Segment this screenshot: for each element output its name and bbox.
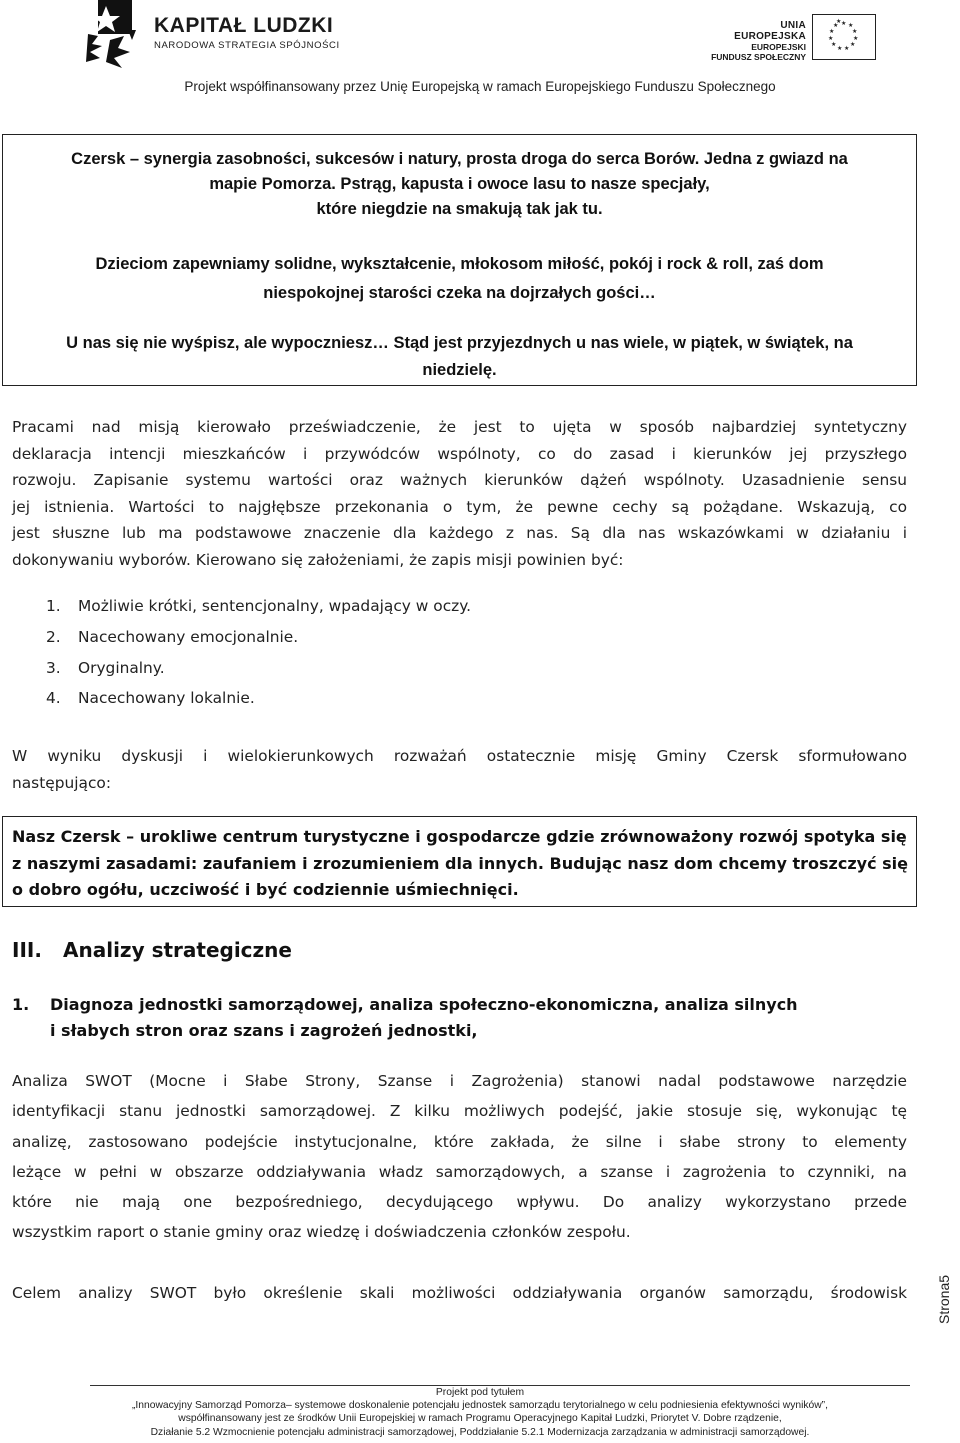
svg-text:★: ★ xyxy=(831,41,837,48)
paragraph-line: następująco: xyxy=(12,773,112,792)
mission-line-2: z naszymi zasadami: zaufaniem i zrozumieniem dla innych. Budując nasz dom chcemy troszczyć się xyxy=(12,854,908,873)
footer-line-2: „Innowacyjny Samorząd Pomorza– systemowe doskonalenie potencjału jednostek samorządu terytorialnego w celu podniesienia efektywności wyników”, xyxy=(132,1400,828,1411)
subsection-number: 1. xyxy=(12,995,30,1014)
discussion-paragraph xyxy=(12,743,907,796)
eu-flag-icon xyxy=(812,14,876,60)
svg-text:★: ★ xyxy=(833,22,839,29)
list-item: 4. Nacechowany lokalnie. xyxy=(46,689,255,707)
mission-line-1: Nasz Czersk – urokliwe centrum turystyczne i gospodarcze gdzie zrównoważony rozwój spotyka się xyxy=(12,827,907,846)
list-item: 2. Nacechowany emocjonalnie. xyxy=(46,628,299,646)
svg-text:★: ★ xyxy=(829,28,835,35)
paragraph-line: Analiza SWOT (Mocne i Słabe Strony, Szanse i Zagrożenia) stanowi nadal podstawowe narzędzie xyxy=(12,1072,907,1090)
vision-line-1: Czersk – synergia zasobności, sukcesów i natury, prosta droga do serca Borów. Jedna z gwiazd na xyxy=(71,150,848,168)
footer-line-4: Działanie 5.2 Wzmocnienie potencjału administracji samorządowej, Poddziałanie 5.2.1 Modernizacja zarządzania w administracji samorządowej. xyxy=(150,1427,810,1438)
svg-text:★: ★ xyxy=(853,35,859,42)
eu-logo xyxy=(706,14,886,64)
swot-paragraph xyxy=(12,1066,907,1248)
vision-box xyxy=(2,134,917,386)
paragraph-line: deklaracja intencji mieszkańców i przywódców wspólnoty, co do zasad i kierunków jej przyszłego xyxy=(12,444,907,463)
paragraph-line: wszystkim raport o stanie gminy oraz wiedzę i doświadczenia członków zespołu. xyxy=(12,1223,631,1242)
vision-line-2: mapie Pomorza. Pstrąg, kapusta i owoce lasu to nasze specjały, xyxy=(209,175,710,193)
kapital-ludzki-logo xyxy=(84,0,344,72)
footer-line-3: współfinansowany jest ze środków Unii Europejskiej w ramach Programu Operacyjnego Kapitał Ludzki, Priorytet V. Dobre rządzenie, xyxy=(178,1413,782,1424)
vision-line-4: Dzieciom zapewniamy solidne, wykształcenie, młokosom miłość, pokój i rock & roll, zaś dom xyxy=(95,255,824,273)
paragraph-line: Pracami nad misją kierowało przeświadczenie, że jest to ujęta w sposób najbardziej syntetyczny xyxy=(12,418,907,436)
logo-subtitle: NARODOWA STRATEGIA SPÓJNOŚCI xyxy=(154,40,340,51)
page-number-label: Strona5 xyxy=(936,1274,952,1324)
list-item: 3. Oryginalny. xyxy=(46,659,165,677)
paragraph-line: leżące w pełni w obszarze oddziaływania władz samorządowych, a szanse i zagrożenia to czynniki, na xyxy=(12,1162,907,1181)
eu-line-3: FUNDUSZ SPOŁECZNY xyxy=(711,52,806,62)
svg-text:★: ★ xyxy=(836,18,842,25)
svg-text:★: ★ xyxy=(828,35,834,42)
paragraph-line: Celem analizy SWOT było określenie skali możliwości oddziaływania organów samorządu, środowisk xyxy=(12,1284,907,1302)
subsection-title-line-1: Diagnoza jednostki samorządowej, analiza społeczno-ekonomiczna, analiza silnych xyxy=(50,995,798,1014)
vision-line-3: które niegdzie na smakują tak jak tu. xyxy=(316,200,603,218)
vision-line-7: niedzielę. xyxy=(422,361,497,379)
paragraph-line: rozwoju. Zapisanie systemu wartości oraz ważnych kierunków dążeń wspólnoty. Uzasadnienie sensu xyxy=(12,471,907,489)
paragraph-line: jest słuszne lub ma podstawowe znaczenie dla każdego z nas. Są dla nas wskazówkami w działaniu i xyxy=(12,524,907,542)
svg-text:★: ★ xyxy=(841,20,847,27)
paragraph-line: identyfikacji stanu jednostki samorządowej. Z kilku możliwych podejść, jakie stosuje się, wykonując tę xyxy=(12,1102,907,1121)
svg-text:★: ★ xyxy=(837,45,843,52)
vision-line-5: niespokojnej starości czeka na dojrzałych gości… xyxy=(263,284,656,302)
paragraph-line: W wyniku dyskusji i wielokierunkowych rozważań ostatecznie misję Gminy Czersk sformułowano xyxy=(12,747,907,765)
section-title: Analizy strategiczne xyxy=(63,938,292,962)
eu-line-1: UNIA EUROPEJSKA xyxy=(734,20,806,42)
svg-text:★: ★ xyxy=(850,41,856,48)
paragraph-line: jej istnienia. Wartości to najgłębsze przekonania o tym, że pewne cechy są pożądane. Wskazują, co xyxy=(12,497,907,516)
mission-paragraph xyxy=(12,414,907,573)
section-number: III. xyxy=(12,938,42,962)
svg-text:★: ★ xyxy=(852,28,858,35)
paragraph-line: które nie mają one bezpośredniego, decydującego wpływu. Do analizy wykorzystano przede xyxy=(12,1193,907,1212)
eu-line-2: EUROPEJSKI xyxy=(751,42,806,52)
swot-goal-paragraph xyxy=(12,1278,907,1308)
paragraph-line: analizę, zastosowano podejście instytucjonalne, które zakłada, że silne i słabe strony to elementy xyxy=(12,1132,907,1151)
footer-line-1: Projekt pod tytułem xyxy=(435,1387,525,1398)
svg-text:★: ★ xyxy=(848,22,854,29)
svg-text:★: ★ xyxy=(844,45,850,52)
vision-line-6: U nas się nie wyśpisz, ale wypoczniesz… Stąd jest przyjezdnych u nas wiele, w piątek, w świątek, na xyxy=(66,334,853,352)
logo-title: KAPITAŁ LUDZKI xyxy=(154,14,334,37)
paragraph-line: dokonywaniu wyborów. Kierowano się założeniami, że zapis misji powinien być: xyxy=(12,550,624,569)
mission-box xyxy=(2,816,917,907)
star-logo-icon xyxy=(84,0,152,72)
subsection-title-line-2: i słabych stron oraz szans i zagrożeń jednostki, xyxy=(50,1021,478,1040)
mission-line-3: o dobro ogółu, uczciwość i być codziennie uśmiechnięci. xyxy=(12,880,519,899)
list-item: 1. Możliwie krótki, sentencjonalny, wpadający w oczy. xyxy=(46,597,472,615)
cofinance-line: Projekt współfinansowany przez Unię Europejską w ramach Europejskiego Funduszu Społecznego xyxy=(184,79,776,94)
